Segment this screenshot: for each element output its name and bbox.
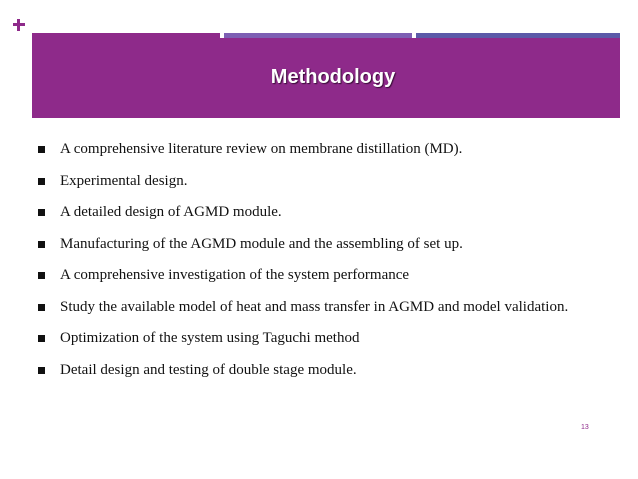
- bullet-text: A comprehensive literature review on membrane distillation (MD).: [60, 141, 463, 157]
- bullet-item: [36, 323, 592, 355]
- bullet-text: A detailed design of AGMD module.: [60, 204, 282, 220]
- square-bullet-icon: [38, 146, 45, 153]
- square-bullet-icon: [38, 272, 45, 279]
- title-banner: [32, 38, 620, 118]
- bullet-text: Optimization of the system using Taguchi method: [60, 330, 360, 346]
- bullet-item: [36, 260, 592, 292]
- square-bullet-icon: [38, 178, 45, 185]
- bullet-item: [36, 229, 592, 261]
- square-bullet-icon: [38, 209, 45, 216]
- plus-icon: [13, 19, 25, 31]
- square-bullet-icon: [38, 367, 45, 374]
- bullet-item: [36, 197, 592, 229]
- bullet-list: [36, 134, 592, 386]
- square-bullet-icon: [38, 335, 45, 342]
- bullet-item: [36, 134, 592, 166]
- bullet-item: [36, 292, 592, 324]
- bullet-text: A comprehensive investigation of the system performance: [60, 267, 410, 283]
- slide-title: Methodology: [270, 66, 396, 88]
- bullet-text: Study the available model of heat and mass transfer in AGMD and model validation.: [60, 298, 569, 315]
- square-bullet-icon: [38, 304, 45, 311]
- bullet-item: [36, 166, 592, 198]
- slide-number: 13: [581, 424, 589, 431]
- square-bullet-icon: [38, 241, 45, 248]
- bullet-text: Manufacturing of the AGMD module and the assembling of set up.: [60, 235, 463, 252]
- bullet-item: [36, 355, 592, 387]
- plus-icon-vertical: [17, 19, 20, 31]
- bullet-text: Detail design and testing of double stage module.: [60, 361, 357, 378]
- bullet-text: Experimental design.: [60, 172, 188, 189]
